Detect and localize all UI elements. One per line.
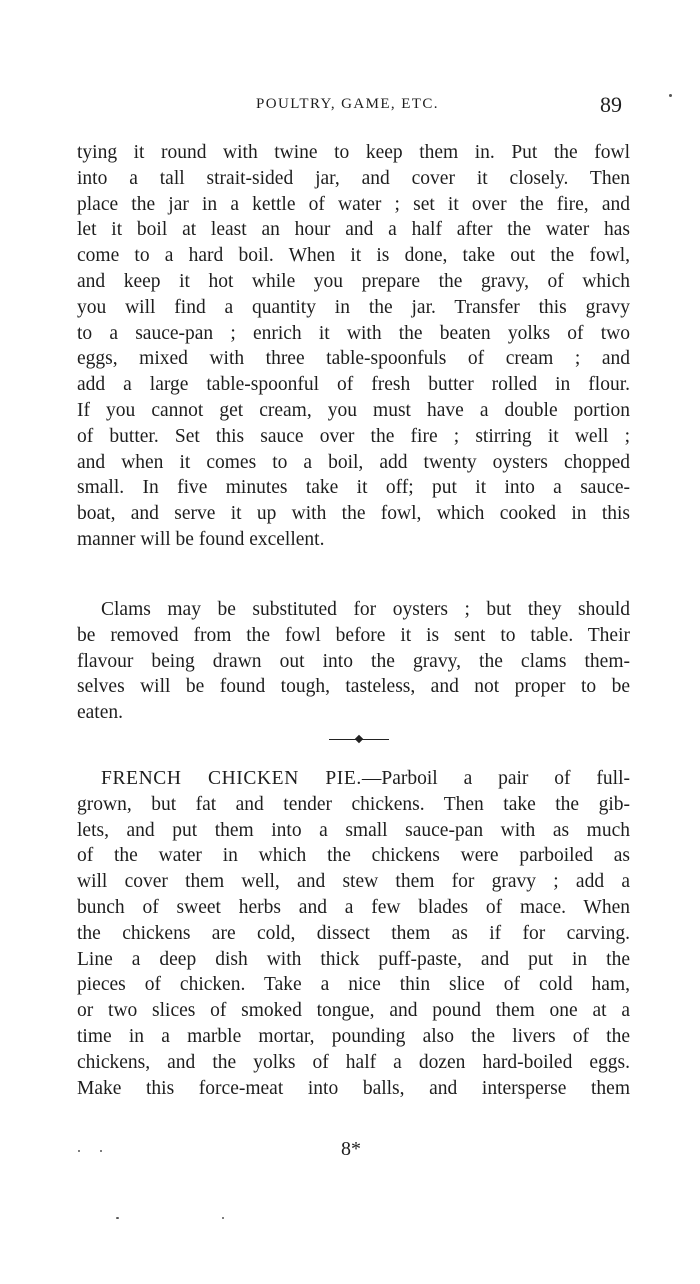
recipe-first-line [77,766,630,792]
text-line: selves will be found tough, tasteless, and not proper to be [77,676,630,698]
text-line: eggs, mixed with three table-spoonfuls of cream ; and [77,348,630,370]
text-line: let it boil at least an hour and a half after the water has [77,219,630,241]
recipe-first-line-text: —Parboil a pair of full- [361,768,630,789]
text-line: add a large table-spoonful of fresh butter rolled in flour. [77,374,630,396]
text-line: and keep it hot while you prepare the gravy, of which [77,270,630,292]
print-speck [78,1150,80,1152]
text-line: of butter. Set this sauce over the fire ; stirring it well ; [77,425,630,447]
text-line: will cover them well, and stew them for gravy ; add a [77,871,630,893]
text-line: small. In five minutes take it off; put it into a sauce- [77,477,630,499]
text-line: Clams may be substituted for oysters ; but they should [101,599,630,620]
recipe-heading: FRENCH CHICKEN PIE. [101,768,362,789]
text-line: place the jar in a kettle of water ; set it over the fire, and [77,193,630,215]
section-divider [329,735,389,745]
running-header [0,92,700,122]
text-line: of the water in which the chickens were parboiled as [77,845,630,867]
text-line: pieces of chicken. Take a nice thin slice of cold ham, [77,974,630,996]
text-line: chickens, and the yolks of half a dozen hard-boiled eggs. [77,1051,630,1073]
text-line: the chickens are cold, dissect them as if for carving. [77,922,630,944]
text-line: you will find a quantity in the jar. Transfer this gravy [77,296,630,318]
print-speck [100,1150,102,1152]
text-line: Make this force-meat into balls, and intersperse them [77,1077,630,1099]
text-line: time in a marble mortar, pounding also the livers of the [77,1025,630,1047]
text-line: Line a deep dish with thick puff-paste, and put in the [77,948,630,970]
text-line: into a tall strait-sided jar, and cover it closely. Then [77,167,630,189]
text-line: tying it round with twine to keep them in. Put the fowl [77,142,630,163]
print-speck [116,1217,119,1219]
text-line: grown, but fat and tender chickens. Then take the gib- [77,793,630,815]
text-line: to a sauce-pan ; enrich it with the beaten yolks of two [77,322,630,344]
text-line: flavour being drawn out into the gravy, the clams them- [77,650,630,672]
print-speck [222,1217,224,1219]
recipe-french-chicken-pie [77,766,630,1101]
running-title: POULTRY, GAME, ETC. [256,96,439,112]
paragraph-clams [77,597,630,726]
text-line: boat, and serve it up with the fowl, which cooked in this [77,503,630,525]
text-line: bunch of sweet herbs and a few blades of mace. When [77,896,630,918]
text-line: eaten. [77,702,124,724]
text-line: be removed from the fowl before it is sent to table. Their [77,624,630,646]
text-line: lets, and put them into a small sauce-pan with as much [77,819,630,841]
signature-mark: 8* [341,1138,361,1160]
page-number: 89 [600,92,622,117]
text-line: If you cannot get cream, you must have a double portion [77,399,630,421]
text-line: manner will be found excellent. [77,528,325,550]
paragraph-continuation [77,140,630,553]
text-line: or two slices of smoked tongue, and pound them one at a [77,1000,630,1022]
divider-ornament [355,735,363,743]
text-line: come to a hard boil. When it is done, take out the fowl, [77,245,630,267]
print-speck [669,94,672,97]
text-line: and when it comes to a boil, add twenty oysters chopped [77,451,630,473]
